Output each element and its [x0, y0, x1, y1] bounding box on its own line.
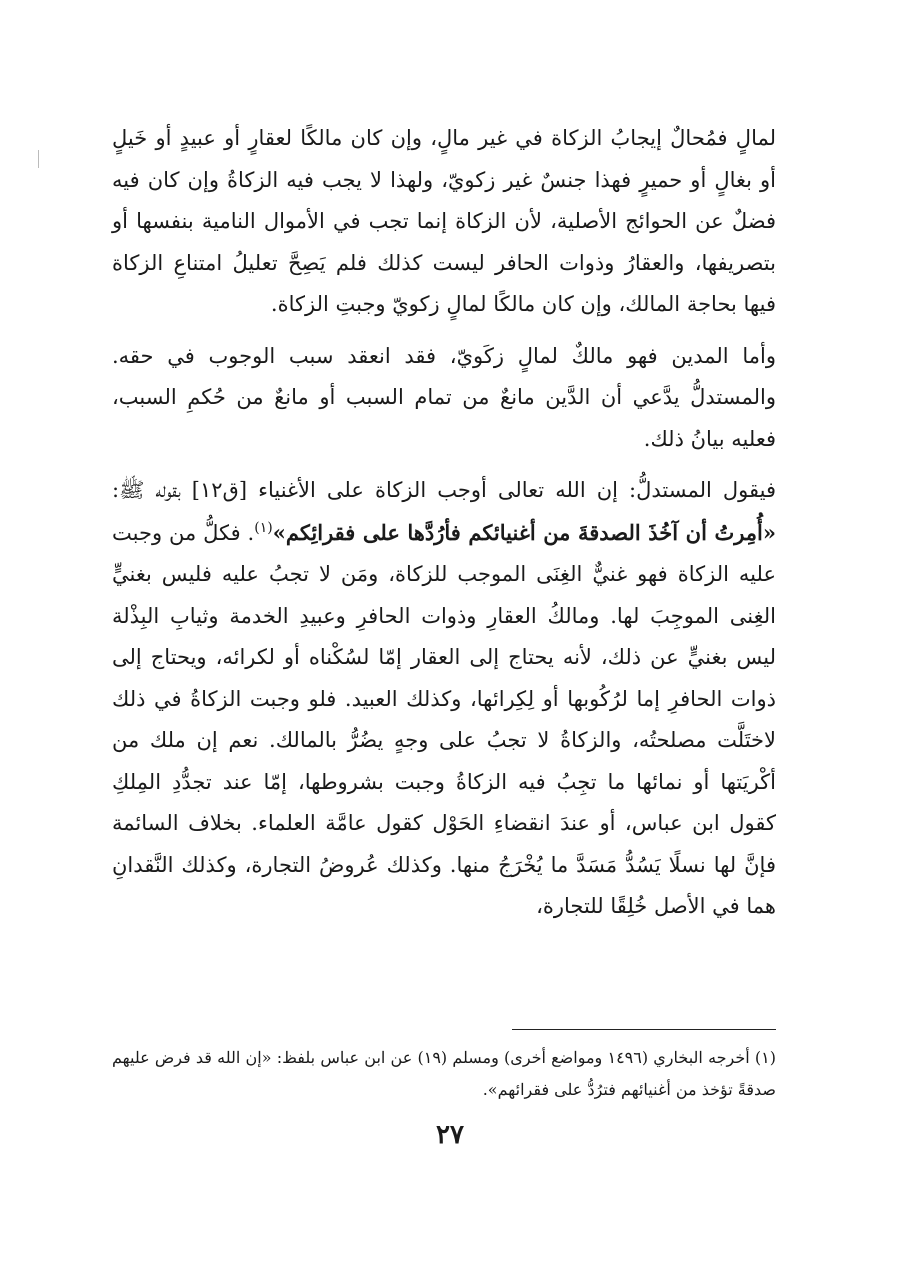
paragraph-3-intro: فيقول المستدلُّ: إن الله تعالى أوجب الزكاة على الأغنياء [ق١٢] بقوله ﷺ:	[112, 478, 777, 502]
footnote-separator	[512, 1029, 776, 1030]
page-number: ٢٧	[436, 1120, 464, 1150]
footnote	[112, 1042, 776, 1106]
paragraph-2: وأما المدين فهو مالكٌ لمالٍ زكَويّ، فقد انعقد سبب الوجوب في حقه. والمستدلُّ يدَّعي أن الدَّين مانعٌ من تمام السبب أو مانعٌ من حُكمِ السبب، فعليه بيانُ ذلك.	[112, 343, 776, 451]
paragraph-1: لمالٍ فمُحالٌ إيجابُ الزكاة في غير مالٍ، وإن كان مالكًا لعقارٍ أو عبيدٍ أو خَيلٍ أو بغالٍ أو حميرٍ فهذا جنسٌ غير زكويّ، ولهذا لا يجب فيه الزكاةُ وإن كان فيه فضلٌ عن الحوائج الأصلية، لأن الزكاة إنما تجب في الأموال النامية بنفسها أو بتصريفها، والعقارُ وذوات الحافر ليست كذلك فلم يَصِحَّ تعليلُ امتناعِ الزكاة فيها بحاجة المالك، وإن كان مالكًا لمالٍ زكويّ وجبتِ الزكاة.	[112, 126, 776, 316]
margin-mark	[38, 150, 39, 168]
hadith-quote: «أُمِرتُ أن آخُذَ الصدقةَ من أغنيائكم فأرُدَّها على فقرائِكم»	[272, 519, 777, 545]
footnote-marker[interactable]: (١)	[254, 519, 273, 536]
footnote-text: أخرجه البخاري (١٤٩٦ ومواضع أخرى) ومسلم (١٩) عن ابن عباس بلفظ: «إن الله قد فرض عليهم صدقةً تؤخذ من أغنيائهم فترُدُّ على فقرائهم».	[112, 1048, 776, 1099]
paragraph-3-body: . فكلُّ من وجبت عليه الزكاة فهو غنيٌّ الغِنَى الموجب للزكاة، ومَن لا تجبُ عليه فليس بغنيٍّ الغِنى الموجِبَ لها. ومالكُ العقارِ وذوات الحافرِ وعبيدِ الخدمة وثيابِ البِذْلة ليس بغنيٍّ عن ذلك، لأنه يحتاج إلى العقار إمّا لسُكْناه أو لكرائه، ويحتاج إلى ذوات الحافرِ إما لرُكُوبها أو لِكِرائها، وكذلك العبيد. فلو وجبت الزكاةُ في ذلك لاختَلَّت مصلحتُه، والزكاةُ لا تجبُ على وجهٍ يضُرُّ بالمالك. نعم إن ملك من أكْريَتها أو نمائها ما تجِبُ فيه الزكاةُ وجبت بشروطها، إمّا عند تجدُّدِ المِلكِ كقول ابن عباس، أو عندَ انقضاءِ الحَوْل كقول عامَّة العلماء. بخلاف السائمة فإنَّ لها نسلًا يَسُدُّ مَسَدَّ ما يُخْرَجُ منها. وكذلك عُروضُ التجارة، وكذلك النَّقدانِ هما في الأصل خُلِقًا للتجارة،	[112, 520, 776, 918]
paragraph-3	[112, 470, 776, 928]
footnote-number: (١)	[754, 1048, 776, 1067]
main-text	[112, 118, 776, 928]
